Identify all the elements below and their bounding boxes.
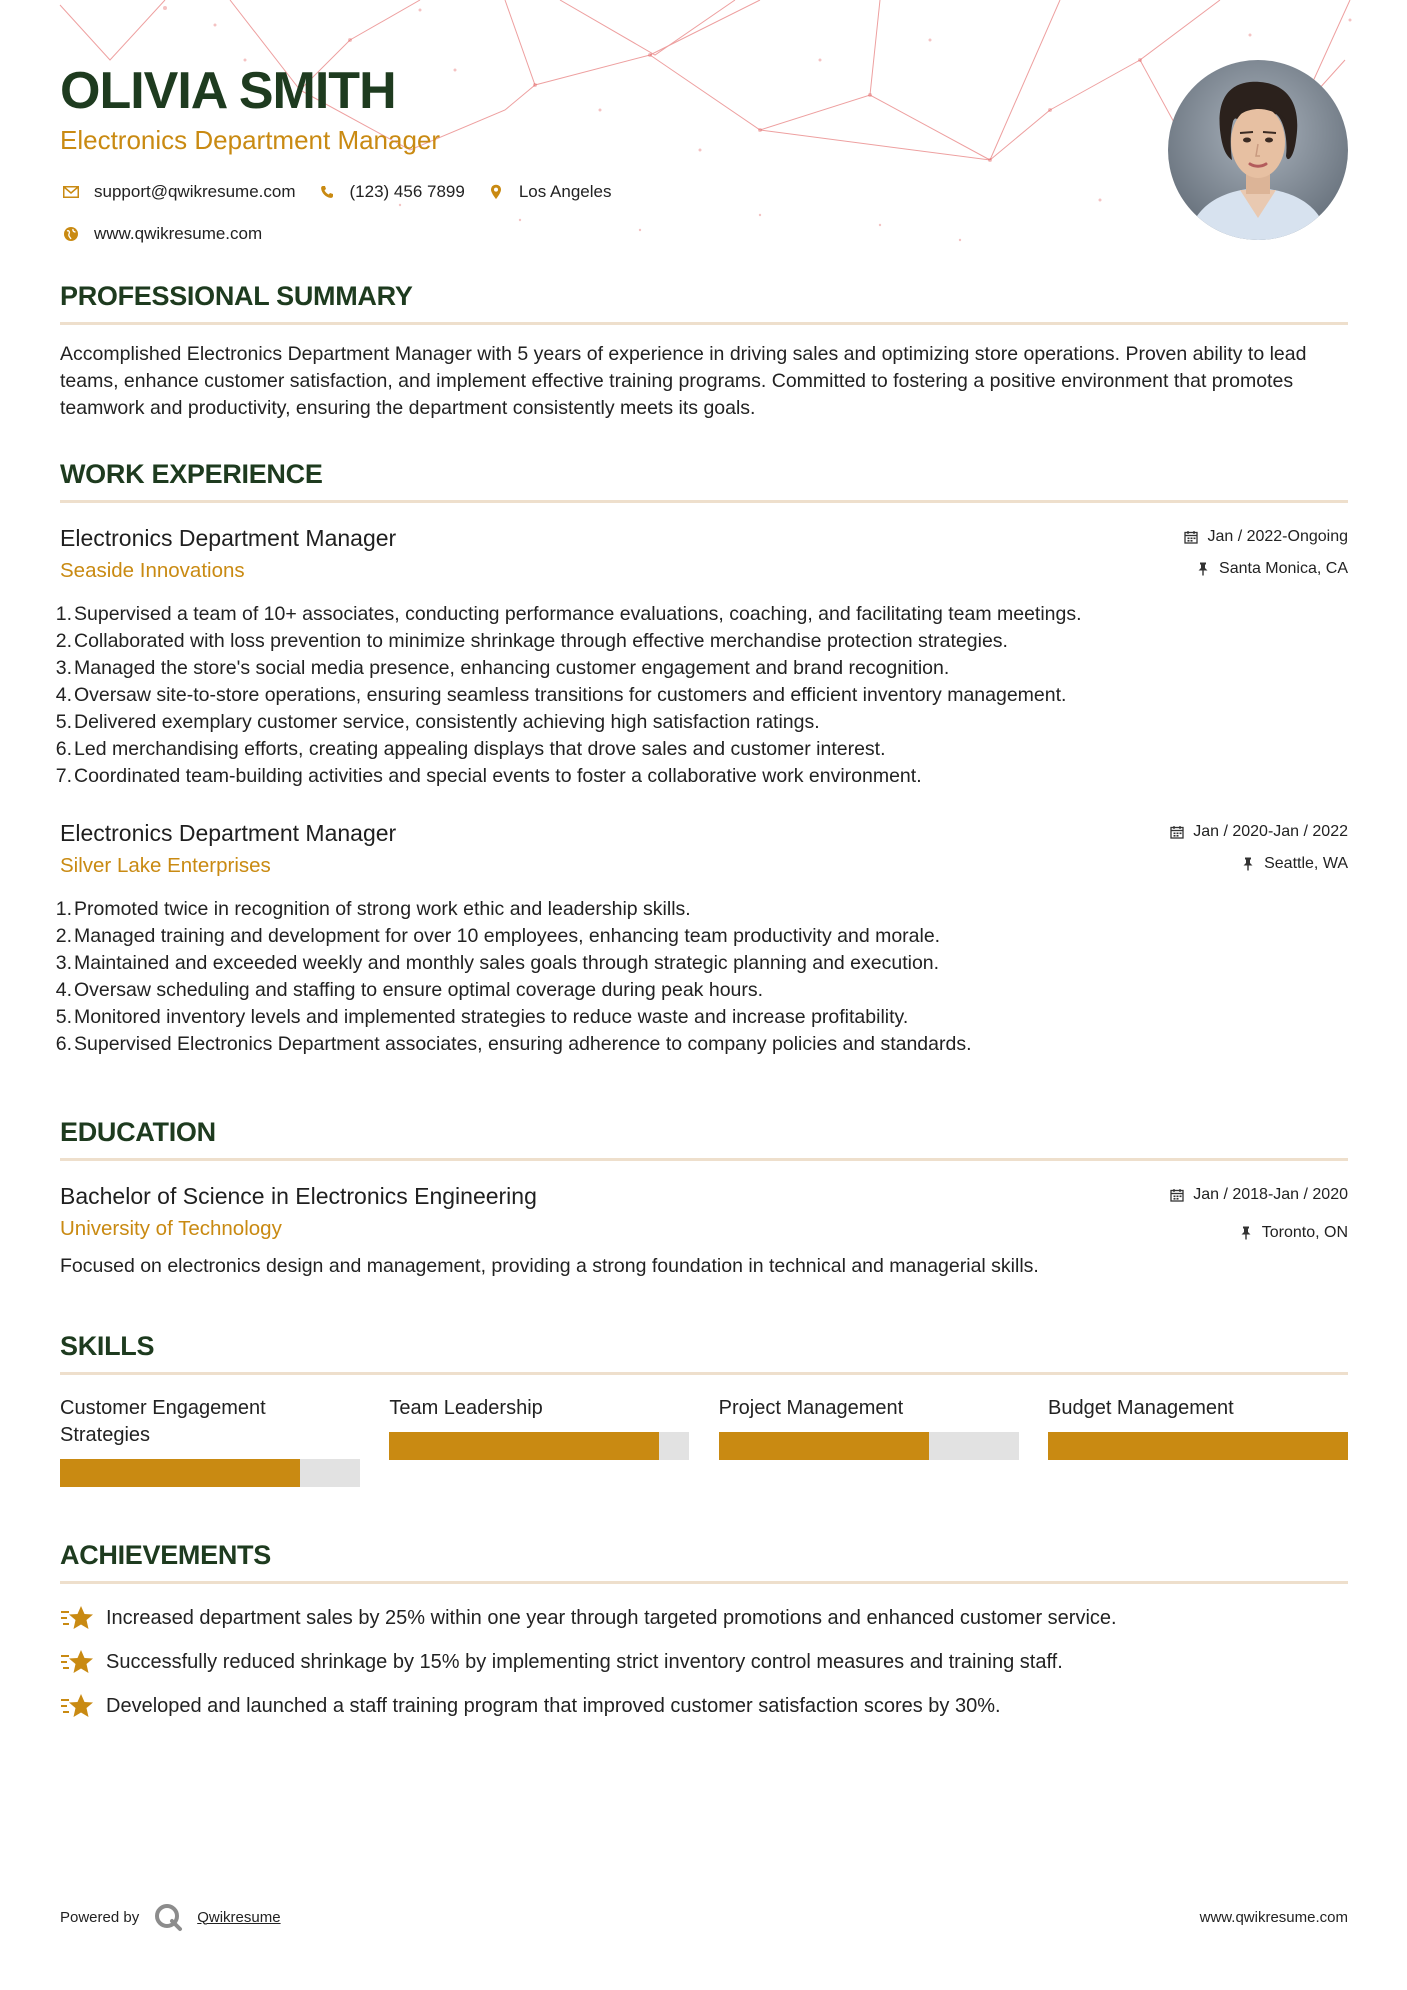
skill-item	[389, 1395, 689, 1487]
skill-name: Project Management	[718, 1397, 904, 1419]
list-item: 2. Collaborated with loss prevention to minimize shrinkage through effective merchandise protection strategies.	[55, 630, 1008, 652]
achievement-text: Successfully reduced shrinkage by 15% by implementing strict inventory control measures and training staff.	[106, 1650, 1063, 1673]
list-item: 6. Supervised Electronics Department associates, ensuring adherence to company policies and standards.	[55, 1033, 972, 1055]
achievement-text: Increased department sales by 25% within one year through targeted promotions and enhanced customer service.	[106, 1606, 1117, 1629]
skills-grid	[60, 1395, 1348, 1487]
resume-footer	[60, 1900, 1348, 1934]
section-divider	[60, 500, 1348, 503]
qwikresume-link[interactable]: Qwikresume	[197, 1908, 281, 1926]
job-bullets	[55, 896, 1348, 1058]
list-item: 5. Monitored inventory levels and implemented strategies to reduce waste and increase profitability.	[55, 1006, 909, 1028]
list-item: 1. Promoted twice in recognition of strong work ethic and leadership skills.	[55, 898, 691, 920]
job-entry	[55, 523, 1348, 790]
profile-photo	[1168, 60, 1348, 240]
skills-heading: SKILLS	[60, 1331, 155, 1361]
list-item: 2. Managed training and development for over 10 employees, enhancing team productivity and morale.	[55, 925, 941, 947]
candidate-title: Electronics Department Manager	[60, 125, 441, 155]
section-divider	[60, 1158, 1348, 1161]
list-item: 3. Maintained and exceeded weekly and monthly sales goals through strategic planning and execution.	[55, 952, 940, 974]
experience-heading: WORK EXPERIENCE	[60, 459, 323, 489]
list-item: 5. Delivered exemplary customer service, consistently achieving high satisfaction ratings.	[55, 711, 820, 733]
education-header	[60, 1181, 1348, 1245]
job-location-text: Seattle, WA	[1264, 855, 1348, 872]
skill-level-fill	[389, 1432, 659, 1460]
footer-url[interactable]: www.qwikresume.com	[1199, 1908, 1348, 1926]
list-item: 7. Coordinated team-building activities and special events to foster a collaborative work environment.	[55, 765, 922, 787]
skill-name: Customer Engagement Strategies	[60, 1397, 266, 1446]
education-entry	[60, 1181, 1348, 1280]
skill-level-fill	[60, 1459, 300, 1487]
achievements-section	[60, 1539, 1348, 1722]
school-name: University of Technology	[60, 1217, 282, 1240]
list-item: 3. Managed the store's social media presence, enhancing customer engagement and brand recognition.	[55, 657, 950, 679]
achievement-item	[60, 1602, 1348, 1634]
contact-email[interactable]	[60, 182, 296, 202]
star-award-icon	[60, 1691, 94, 1721]
job-dates-text: Jan / 2022-Ongoing	[1207, 528, 1348, 545]
job-meta	[1169, 822, 1348, 874]
achievement-text: Developed and launched a staff training program that improved customer satisfaction scores by 30%.	[106, 1694, 1001, 1717]
calendar-icon	[1169, 824, 1185, 840]
section-divider	[60, 1372, 1348, 1375]
calendar-icon	[1183, 529, 1199, 545]
candidate-name: OLIVIA SMITH	[60, 62, 396, 120]
list-item: 1. Supervised a team of 10+ associates, conducting performance evaluations, coaching, and facilitating team meetings.	[55, 603, 1082, 625]
job-role: Electronics Department Manager	[60, 525, 397, 551]
envelope-icon	[60, 182, 82, 202]
education-dates	[1169, 1185, 1348, 1205]
education-heading: EDUCATION	[60, 1117, 216, 1147]
skill-level-fill	[719, 1432, 929, 1460]
job-role: Electronics Department Manager	[60, 820, 397, 846]
job-header	[60, 818, 1348, 882]
job-meta	[1183, 527, 1348, 579]
list-item: 4. Oversaw scheduling and staffing to ensure optimal coverage during peak hours.	[55, 979, 764, 1001]
map-pin-icon	[485, 182, 507, 202]
contact-phone[interactable]	[316, 182, 465, 202]
contact-location-text: Los Angeles	[518, 182, 612, 201]
skill-name: Team Leadership	[389, 1397, 543, 1419]
pushpin-icon	[1195, 561, 1211, 577]
resume-header	[60, 60, 1160, 246]
job-bullets	[55, 601, 1348, 790]
job-header	[60, 523, 1348, 587]
contact-website[interactable]	[60, 224, 262, 244]
globe-icon	[60, 224, 82, 244]
education-location	[1169, 1223, 1348, 1243]
skill-item	[60, 1395, 360, 1487]
list-item: 6. Led merchandising efforts, creating appealing displays that drove sales and customer interest.	[55, 738, 886, 760]
powered-by-label: Powered by	[60, 1908, 140, 1926]
achievements-heading: ACHIEVEMENTS	[60, 1540, 271, 1570]
star-award-icon	[60, 1603, 94, 1633]
job-location	[1183, 559, 1348, 579]
star-award-icon	[60, 1647, 94, 1677]
contact-phone-text: (123) 456 7899	[349, 182, 465, 201]
skill-name: Budget Management	[1047, 1397, 1234, 1419]
job-entry	[55, 818, 1348, 1058]
job-dates	[1183, 527, 1348, 547]
degree-title: Bachelor of Science in Electronics Engineering	[60, 1183, 537, 1209]
education-meta	[1169, 1185, 1348, 1243]
skill-bar	[60, 1459, 360, 1487]
skill-item	[719, 1395, 1019, 1487]
skill-bar	[1048, 1432, 1348, 1460]
contact-email-text: support@qwikresume.com	[94, 182, 296, 201]
section-divider	[60, 322, 1348, 325]
job-location	[1169, 854, 1348, 874]
skill-bar	[389, 1432, 689, 1460]
skill-level-fill	[1048, 1432, 1348, 1460]
summary-section	[60, 280, 1348, 422]
education-dates-text: Jan / 2018-Jan / 2020	[1193, 1186, 1348, 1203]
calendar-icon	[1169, 1187, 1185, 1203]
experience-section	[55, 458, 1348, 1058]
job-dates	[1169, 822, 1348, 842]
job-dates-text: Jan / 2020-Jan / 2022	[1193, 823, 1348, 840]
achievement-item	[60, 1690, 1348, 1722]
contact-row-primary	[60, 180, 1160, 204]
education-description: Focused on electronics design and management, providing a strong foundation in technical and managerial skills.	[60, 1255, 1039, 1277]
contact-location	[485, 182, 612, 202]
achievements-list	[60, 1602, 1348, 1722]
resume-content	[55, 280, 1348, 1722]
section-divider	[60, 1581, 1348, 1584]
contact-row-secondary	[60, 222, 1160, 246]
qwikresume-logo-icon	[153, 1902, 183, 1932]
pushpin-icon	[1238, 1225, 1254, 1241]
achievement-item	[60, 1646, 1348, 1678]
skill-item	[1048, 1395, 1348, 1487]
education-location-text: Toronto, ON	[1261, 1224, 1348, 1241]
contact-website-text: www.qwikresume.com	[94, 224, 263, 243]
education-section	[60, 1116, 1348, 1280]
job-company: Seaside Innovations	[60, 559, 245, 582]
skill-bar	[719, 1432, 1019, 1460]
pushpin-icon	[1240, 856, 1256, 872]
phone-icon	[316, 182, 338, 202]
skills-section	[60, 1330, 1348, 1487]
summary-heading: PROFESSIONAL SUMMARY	[60, 281, 413, 311]
job-location-text: Santa Monica, CA	[1219, 560, 1348, 577]
job-company: Silver Lake Enterprises	[60, 854, 271, 877]
summary-text: Accomplished Electronics Department Manager with 5 years of experience in driving sales and optimizing store operations. Proven ability to lead teams, enhance customer satisfaction, and implement effective training programs. Committed to fostering a positive environment that promotes teamwork and productivity, ensuring the department consistently meets its goals.	[60, 343, 1307, 419]
list-item: 4. Oversaw site-to-store operations, ensuring seamless transitions for customers and efficient inventory management.	[55, 684, 1067, 706]
